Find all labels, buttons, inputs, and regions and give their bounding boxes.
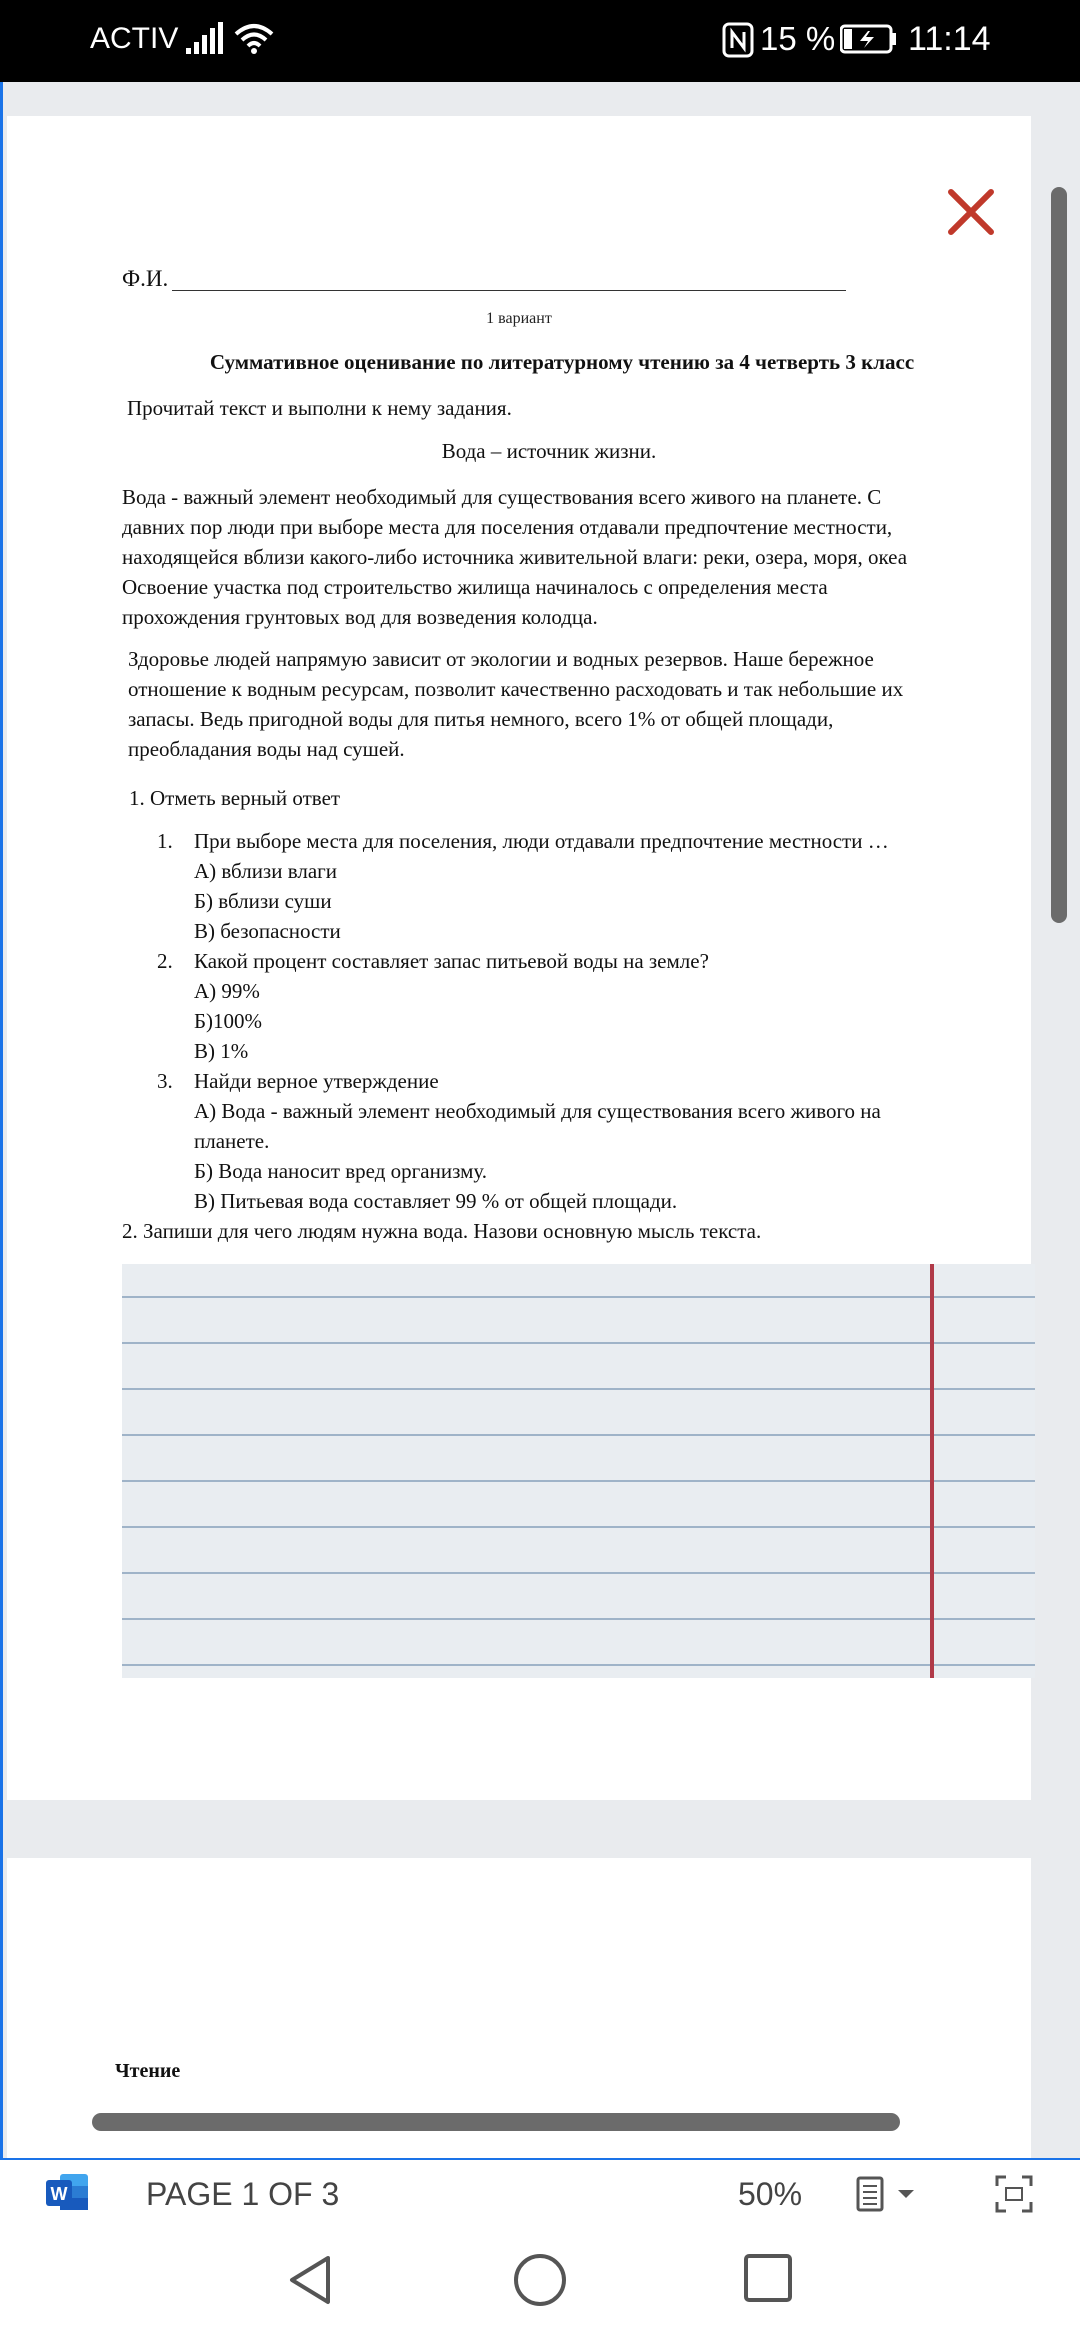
fio-underline [172,290,846,291]
vertical-scrollbar[interactable] [1051,187,1067,923]
answer-option: Б) Вода наносит вред организму. [194,1159,488,1183]
navigation-bar [0,2222,1080,2340]
answer-lined-area [122,1264,1035,1678]
zoom-level[interactable]: 50% [738,2176,803,2212]
question-number: 1. [157,829,173,853]
answer-option: В) безопасности [194,919,341,943]
margin-line [930,1264,934,1678]
answer-option: А) вблизи влаги [194,859,338,883]
paragraph-line: запасы. Ведь пригодной воды для питья немного, всего 1% от общей площади, [128,707,834,731]
ruled-line [122,1480,1035,1482]
ruled-line [122,1618,1035,1620]
ruled-line [122,1664,1035,1666]
close-icon[interactable] [945,186,997,238]
fullscreen-icon[interactable] [994,2174,1034,2214]
question-text: При выборе места для поселения, люди отдавали предпочтение местности … [194,829,889,853]
battery-charging-icon [840,24,898,59]
recent-apps-icon[interactable] [742,2252,794,2309]
ruled-line [122,1296,1035,1298]
word-icon [46,2172,90,2212]
document-toolbar [0,2158,1080,2224]
paragraph-1 [122,482,1042,632]
paragraph-line: отношение к водным ресурсам, позволит качественно расходовать и так небольшие их [128,677,904,701]
paragraph-line: Здоровье людей напрямую зависит от экологии и водных резервов. Наше бережное [128,647,874,671]
task-2-label: 2. Запиши для чего людям нужна вода. Назови основную мысль текста. [122,1219,762,1243]
answer-option: А) Вода - важный элемент необходимый для существования всего живого на [194,1099,881,1123]
question-number: 2. [157,949,173,973]
horizontal-scrollbar[interactable] [92,2113,900,2131]
question-number: 3. [157,1069,173,1093]
page-indicator: PAGE 1 OF 3 [146,2176,340,2212]
answer-option: В) Питьевая вода составляет 99 % от общей площади. [194,1189,678,1213]
home-icon[interactable] [512,2252,568,2313]
ruled-line [122,1388,1035,1390]
question-text: Какой процент составляет запас питьевой воды на земле? [194,949,709,973]
wifi-icon [234,22,274,61]
back-icon[interactable] [284,2252,338,2313]
text-subtitle: Вода – источник жизни. [441,439,657,463]
page-title: Суммативное оценивание по литературному чтению за 4 четверть 3 класс [209,350,915,374]
paragraph-line: Вода - важный элемент необходимый для существования всего живого на планете. С [122,485,882,509]
ruled-line [122,1434,1035,1436]
task-1-label: 1. Отметь верный ответ [129,786,341,810]
ruled-line [122,1342,1035,1344]
paragraph-2 [122,644,1048,764]
page-2-heading: Чтение [115,2060,181,2082]
svg-text:W: W [50,2184,68,2204]
status-bar [0,0,1080,82]
battery-percent: 15 % [760,20,836,57]
carrier-label: ACTIV [90,22,179,55]
paragraph-line: преобладания воды над сушей. [128,737,405,761]
ruled-line [122,1526,1035,1528]
signal-icon [186,22,226,61]
paragraph-line: Освоение участка под строительство жилища начиналось с определения места [122,575,828,599]
paragraph-line: находящейся вблизи какого-либо источника живительной влаги: реки, озера, моря, океа [122,545,908,569]
answer-option: планете. [194,1129,270,1153]
variant-label: 1 вариант [486,310,552,327]
answer-option: Б) вблизи суши [194,889,332,913]
answer-option: А) 99% [194,979,260,1003]
document-page-1 [7,116,1031,1800]
paragraph-line: прохождения грунтовых вод для возведения колодца. [122,605,598,629]
clock: 11:14 [908,20,991,58]
view-mode-button[interactable] [852,2174,922,2214]
fio-label: Ф.И. [122,266,169,291]
document-viewer[interactable] [0,82,1080,2158]
question-text: Найди верное утверждение [194,1069,439,1093]
answer-option: Б)100% [194,1009,263,1033]
nfc-icon [722,22,754,63]
paragraph-line: давних пор люди при выборе места для поселения отдавали предпочтение местности, [122,515,893,539]
intro-text: Прочитай текст и выполни к нему задания. [127,396,512,420]
ruled-line [122,1572,1035,1574]
answer-option: В) 1% [194,1039,249,1063]
